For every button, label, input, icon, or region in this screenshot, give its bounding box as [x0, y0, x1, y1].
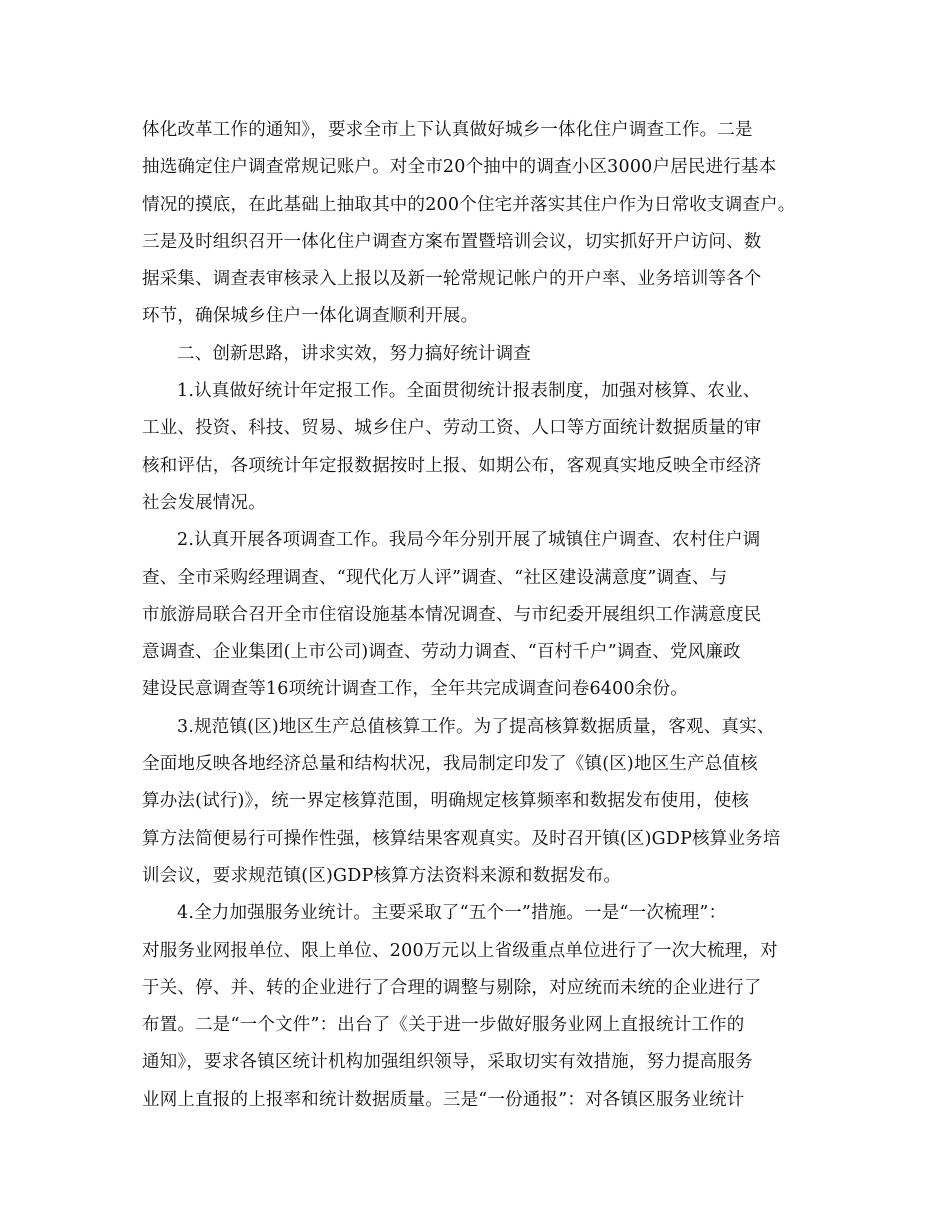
text-line: 社会发展情况。	[142, 492, 266, 513]
section-heading: 二、创新思路，讲求实效，努力搞好统计调查	[177, 343, 531, 364]
paragraph-start: 1.认真做好统计年定报工作。全面贯彻统计报表制度，加强对核算、农业、	[177, 381, 761, 402]
text-line: 抽选确定住户调查常规记账户。对全市20个抽中的调查小区3000户居民进行基本	[142, 157, 777, 178]
text-line: 算办法(试行)》，统一界定核算范围，明确规定核算频率和数据发布使用，使核	[142, 791, 750, 812]
text-line: 全面地反映各地经济总量和结构状况，我局制定印发了《镇(区)地区生产总值核	[142, 754, 758, 775]
text-line: 业网上直报的上报率和统计数据质量。三是“一份通报”：对各镇区服务业统计	[142, 1089, 745, 1110]
text-line: 通知》，要求各镇区统计机构加强组织领导，采取切实有效措施，努力提高服务	[142, 1052, 753, 1073]
paragraph-start: 3.规范镇(区)地区生产总值核算工作。为了提高核算数据质量，客观、真实、	[177, 716, 775, 737]
paragraph-start: 4.全力加强服务业统计。主要采取了“五个一”措施。一是“一次梳理”：	[177, 903, 727, 924]
text-line: 布置。二是“一个文件”：出台了《关于进一步做好服务业网上直报统计工作的	[142, 1015, 745, 1036]
paragraph-start: 2.认真开展各项调查工作。我局今年分别开展了城镇住户调查、农村住户调	[177, 530, 761, 551]
text-line: 意调查、企业集团(上市公司)调查、劳动力调查、“百村千户”调查、党风廉政	[142, 642, 741, 663]
text-line: 体化改革工作的通知》，要求全市上下认真做好城乡一体化住户调查工作。二是	[142, 120, 753, 140]
text-line: 据采集、调查表审核录入上报以及新一轮常规记帐户的开户率、业务培训等各个	[142, 269, 762, 290]
text-line: 训会议，要求规范镇(区)GDP核算方法资料来源和数据发布。	[142, 865, 622, 886]
text-line: 建设民意调查等16项统计调查工作，全年共完成调查问卷6400余份。	[142, 679, 688, 700]
text-line: 情况的摸底，在此基础上抽取其中的200个住宅并落实其住户作为日常收支调查户。	[142, 194, 796, 215]
body-text	[142, 112, 822, 1119]
text-line: 于关、停、并、转的企业进行了合理的调整与剔除，对应统而未统的企业进行了	[142, 977, 762, 998]
text-line: 工业、投资、科技、贸易、城乡住户、劳动工资、人口等方面统计数据质量的审	[142, 418, 762, 439]
text-line: 环节，确保城乡住户一体化调查顺利开展。	[142, 306, 479, 327]
text-line: 对服务业网报单位、限上单位、200万元以上省级重点单位进行了一次大梳理，对	[142, 940, 778, 961]
text-line: 算方法简便易行可操作性强，核算结果客观真实。及时召开镇(区)GDP核算业务培	[142, 828, 781, 849]
text-line: 市旅游局联合召开全市住宿设施基本情况调查、与市纪委开展组织工作满意度民	[142, 604, 762, 625]
text-line: 查、全市采购经理调查、“现代化万人评”调查、“社区建设满意度”调查、与	[142, 567, 728, 588]
text-line: 三是及时组织召开一体化住户调查方案布置暨培训会议，切实抓好开户访问、数	[142, 231, 762, 252]
text-line: 核和评估，各项统计年定报数据按时上报、如期公布，客观真实地反映全市经济	[142, 455, 762, 476]
